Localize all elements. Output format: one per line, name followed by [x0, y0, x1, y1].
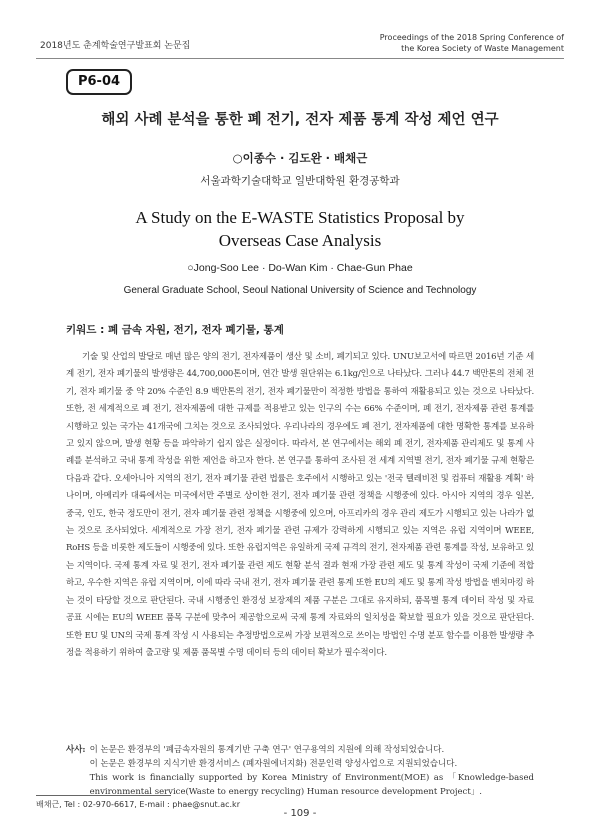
- acknowledgment-label: 사사:: [66, 745, 86, 755]
- acknowledgment-row: [66, 743, 534, 799]
- title-english-line1: A Study on the E-WASTE Statistics Proposal by: [135, 208, 465, 227]
- paper-id-label: P6-04: [66, 69, 132, 95]
- header-divider: [36, 58, 564, 59]
- running-header-left: 2018년도 춘계학술연구발표회 논문집: [40, 41, 191, 51]
- abstract-body: 기술 및 산업의 발달로 매년 많은 양의 전기, 전자제품이 생산 및 소비, 폐기되고 있다. UNU보고서에 따르면 2016년 기준 세계 전기, 전자 폐기물의 발생량은 44,700,000톤이며, 연간 발생 원단위는 6.1kg/인으로 나타났다. 그러나 44.7 백만톤의 전체 전기, 전자 폐기물 중 약 20% 수준인 8.9 백만톤의 전기, 전자 폐기물만이 적정한 방법을 통하여 재활용되고 있는 것으로 나타났다. 또한, 전 세계적으로 폐 전기, 전자제품에 대한 규제를 적용받고 있는 인구의 수는 66% 수준이며, 폐 전기, 전자제품 관련 통계를 시행하고 있는 국가는 41개국에 그치는 것으로 조사되었다. 우리나라의 경우에도 폐 전기, 전자제품에 대한 명확한 통계를 보유하고 있지 않으며, 발생 현황 등을 파악하기 쉽지 않은 실정이다. 따라서, 본 연구에서는 해외 폐 전기, 전자제품 관리제도 및 통계 사례를 분석하고 국내 통계 작성을 위한 제언을 하고자 한다. 본 연구를 통하여 조사된 전 세계 지역별 전기, 전자 폐기물 규제 현황은 다음과 같다. 오세아니아 지역의 전기, 전자 폐기물 관련 법률은 호주에서 시행하고 있는 '전국 텔레비전 및 컴퓨터 재활용 계획' 하나이며, 아메리카 대륙에서는 미국에서만 주별로 상이한 전기, 전자 폐기물 관련 정책을 시행중에 있다. 아시아 지역의 경우 일본, 중국, 인도, 한국 정도만이 전기, 전자 폐기물 관련 정책을 시행중에 있으며, 아프리카의 경우 관리 제도가 시행되고 있는 나라가 없는 것으로 조사되었다. 세계적으로 가장 전기, 전자 폐기물 관련 규제가 강력하게 시행되고 있는 지역은 유럽 지역이며 WEEE, RoHS 등을 비롯한 제도들이 시행중에 있다. 또한 유럽지역은 유일하게 국제 규격의 전기, 전자제품 관련 통계를 작성, 보유하고 있는 지역이다. 국제 통계 자료 및 전기, 전자 폐기물 관련 제도 현황 분석 결과 현재 가장 관련 제도 및 통계 작성이 국제 기준에 적합하고, 우수한 지역은 유럽 지역이며, 이에 따라 국내 전기, 전자 폐기물 관련 통계 또한 EU의 제도 및 통계 작성 방법을 벤치마킹 하는 것이 타당할 것으로 판단된다. 국내 시행중인 환경성 보장제의 제품 구분은 그대로 유지하되, 품목별 통계 데이터 작성 및 자료 공표 시에는 EU의 WEEE 품목 구분에 맞추어 제공함으로써 국제 통계 자료와의 일치성을 확보할 필요가 있을 것으로 판단된다. 또한 EU 및 UN의 국제 통계 작성 시 사용되는 추정방법으로써 가장 보편적으로 쓰이는 방법인 수명 분포 함수를 이용한 발생량 추정을 적용하기 위하여 출고량 및 제품 품목별 수명 데이터 등의 데이터 확보가 필수적이다.: [66, 352, 534, 658]
- page-number: - 109 -: [283, 808, 317, 819]
- running-header-right-line2: the Korea Society of Waste Management: [401, 44, 564, 53]
- acknowledgment-line3: This work is financially supported by Korea Ministry of Environment(MOE) as 「Knowledge-based environmental service(Waste to energy recycling) Human resource development Project」.: [89, 773, 534, 797]
- acknowledgment-text: [90, 743, 534, 799]
- authors-korean: ○이종수 · 김도완 · 배채근: [232, 151, 368, 165]
- title-english: [60, 206, 540, 252]
- affiliation-korean: 서울과학기술대학교 일반대학원 환경공학과: [200, 175, 400, 187]
- acknowledgment: [66, 743, 534, 799]
- authors-english: ○Jong-Soo Lee · Do-Wan Kim · Chae-Gun Phae: [187, 262, 413, 274]
- running-header-right: [304, 32, 564, 54]
- footnote-divider: [36, 795, 171, 796]
- acknowledgment-line1: 이 논문은 환경부의 '폐금속자원의 통계기반 구축 연구' 연구용역의 지원에 의해 작성되었습니다.: [89, 745, 445, 755]
- title-korean: 해외 사례 분석을 통한 폐 전기, 전자 제품 통계 작성 제언 연구: [101, 112, 499, 128]
- title-english-line2: Overseas Case Analysis: [218, 231, 382, 250]
- acknowledgment-line2: 이 논문은 환경부의 지식기반 환경서비스 (폐자원에너지화) 전문인력 양성사업으로 지원되었습니다.: [89, 759, 458, 769]
- running-header-right-line1: Proceedings of the 2018 Spring Conference of: [379, 33, 564, 42]
- corresponding-author-footnote: 배채근, Tel : 02-970-6617, E-mail : phae@snut.ac.kr: [36, 800, 240, 809]
- affiliation-english: General Graduate School, Seoul National University of Science and Technology: [123, 285, 477, 296]
- keywords: 키워드 : 폐 금속 자원, 전기, 전자 폐기물, 통계: [66, 324, 284, 336]
